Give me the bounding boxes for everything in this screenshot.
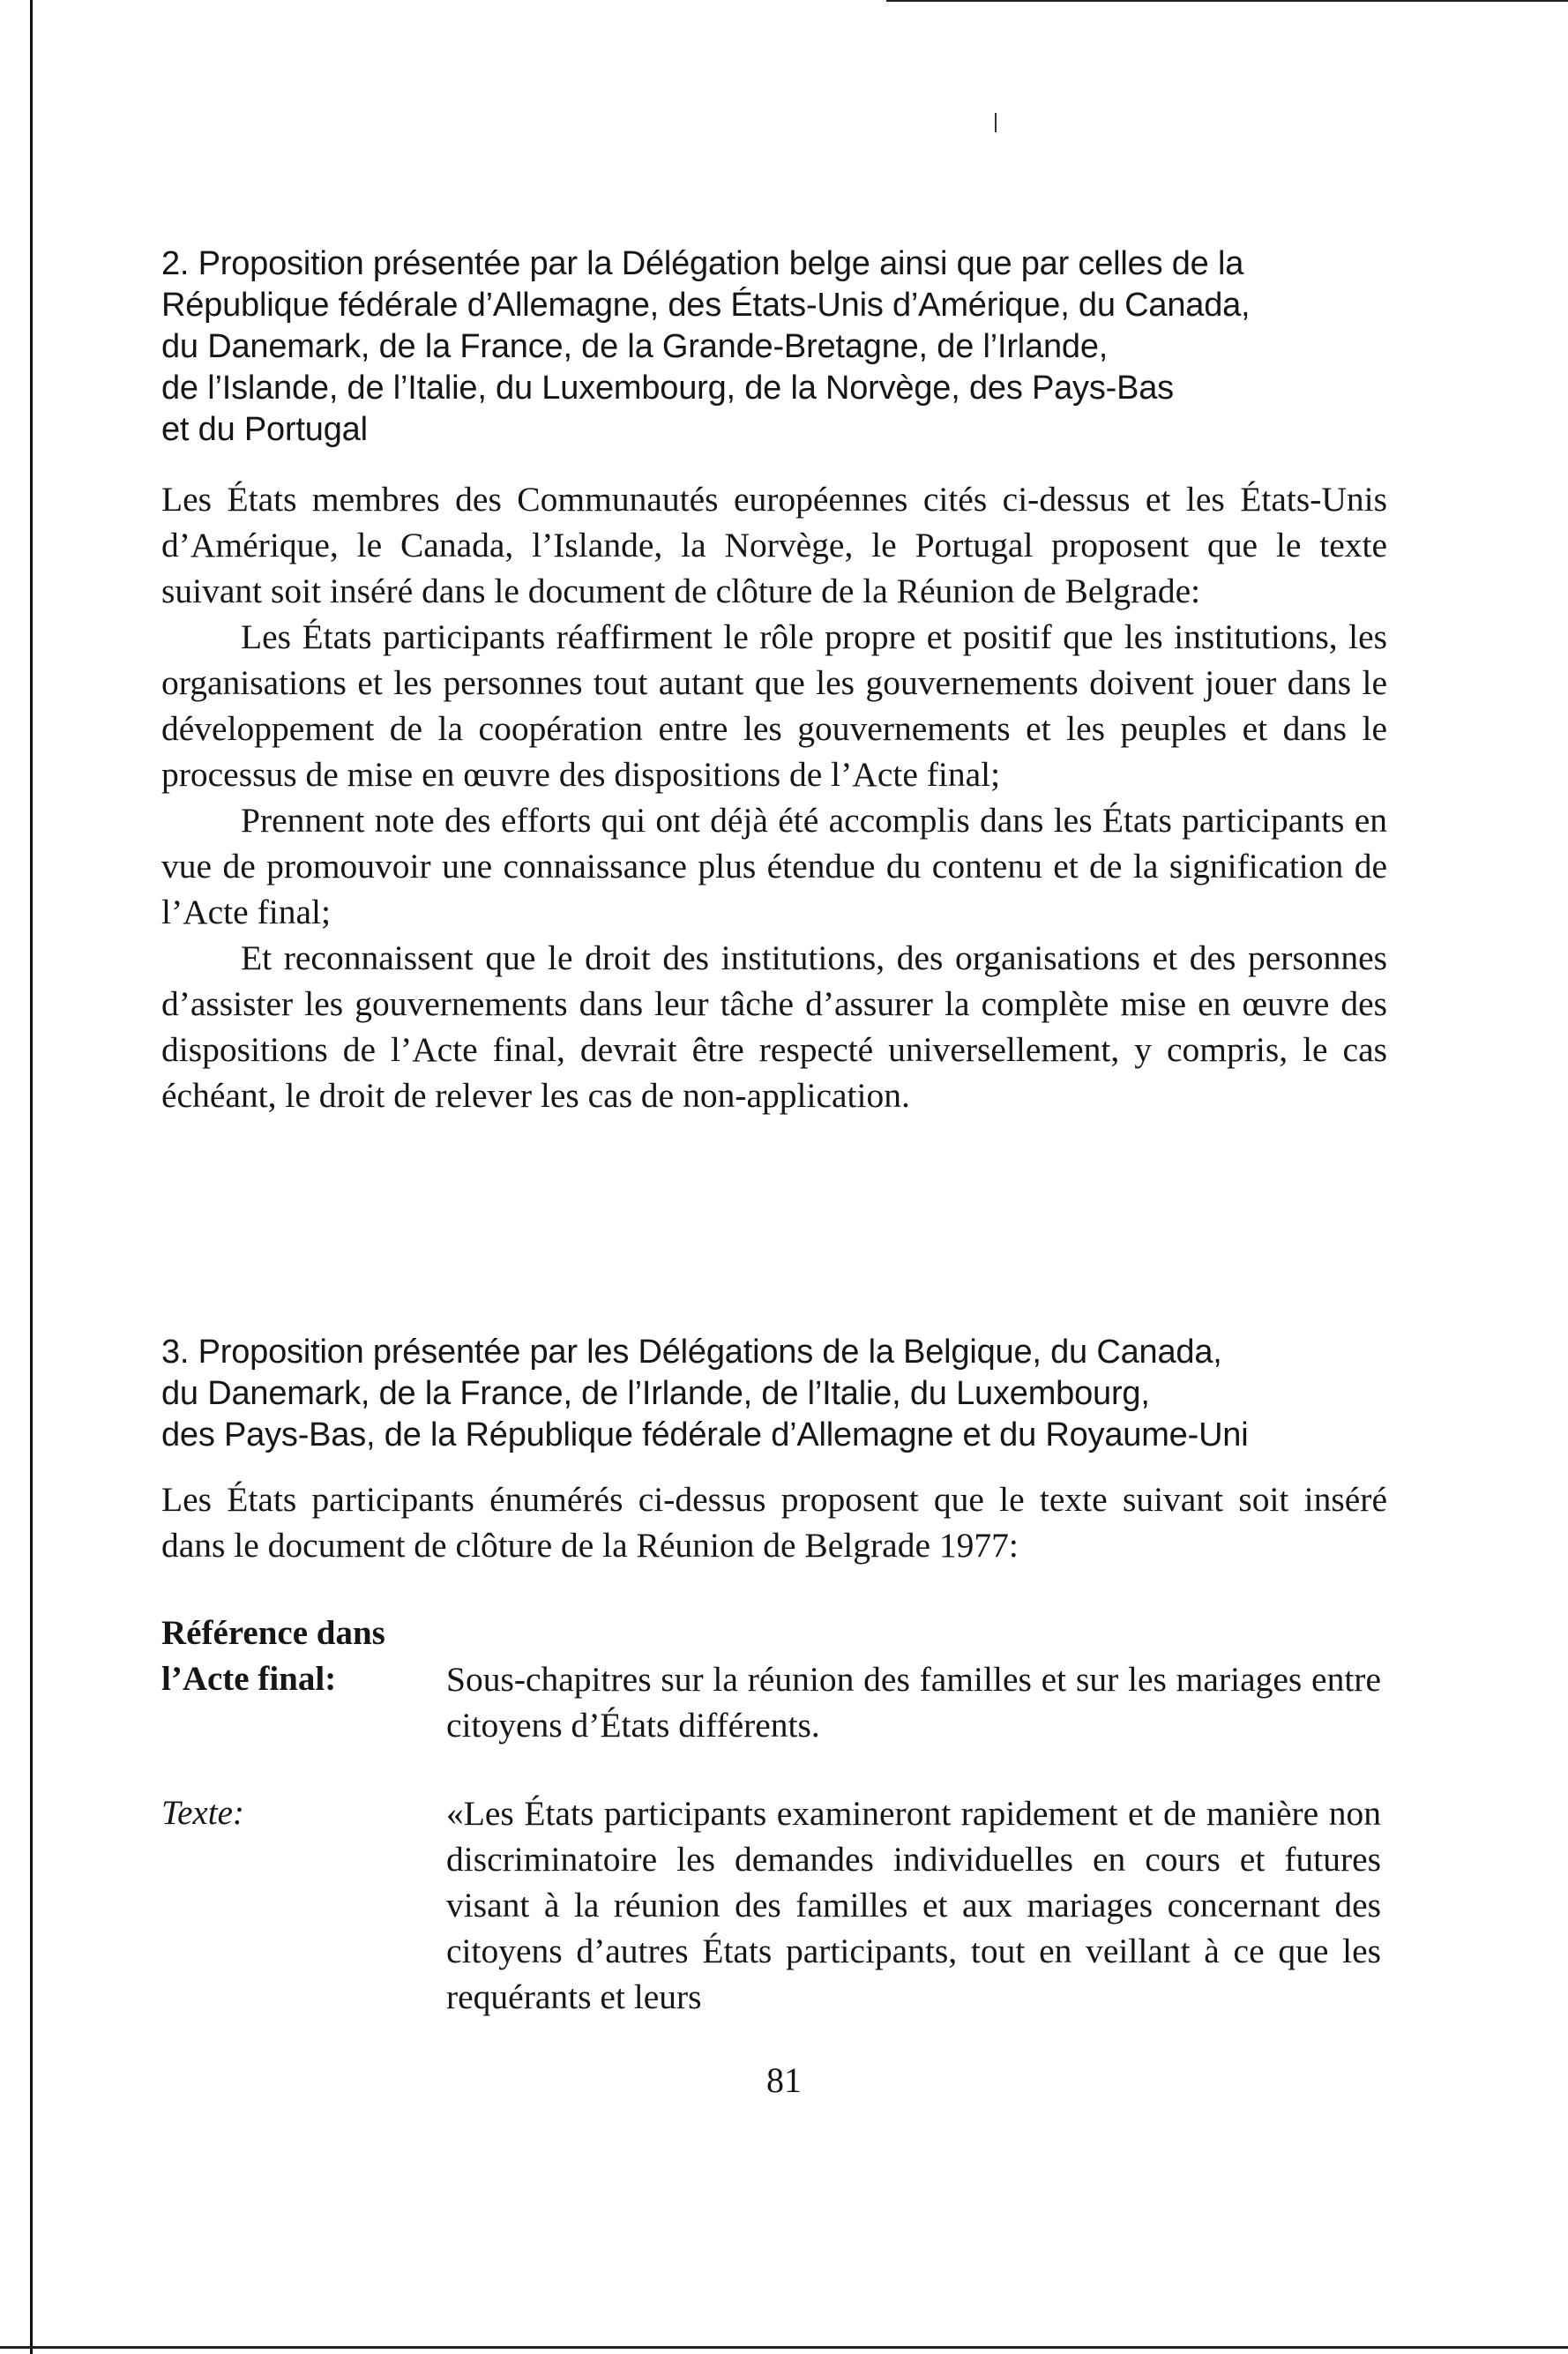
section-3-heading-line: des Pays-Bas, de la République fédérale d’Allemagne et du Royaume-Uni (161, 1416, 1249, 1454)
reference-text: Sous-chapitres sur la réunion des familles et sur les mariages entre citoyens d’États différents. (446, 1660, 1381, 1745)
section-2-heading-line: 2. Proposition présentée par la Délégation belge ainsi que par celles de la (161, 245, 1244, 282)
scan-mark (995, 113, 997, 132)
scan-left-edge (30, 0, 33, 2354)
section-3-intro (161, 1476, 1387, 1568)
section-2-intro-paragraph: Les États membres des Communautés européennes cités ci-dessus et les États-Unis d’Amérique, le Canada, l’Islande, la Norvège, le Portugal proposent que le texte suivant soit inséré dans le document de clôture de la Réunion de Belgrade: (161, 480, 1387, 610)
section-3-heading (161, 1332, 1396, 1456)
section-2-heading-line: du Danemark, de la France, de la Grande-Bretagne, de l’Irlande, (161, 328, 1109, 365)
section-2-body (161, 476, 1387, 1118)
reference-label-line: Référence dans (161, 1614, 385, 1652)
section-2-heading (161, 243, 1396, 451)
scan-bottom-line (0, 2346, 1568, 2349)
section-3-heading-line: 3. Proposition présentée par les Délégations de la Belgique, du Canada, (161, 1334, 1222, 1371)
reference-label (161, 1610, 426, 1702)
section-3-intro-paragraph: Les États participants énumérés ci-dessus proposent que le texte suivant soit inséré dans le document de clôture de la Réunion de Belgrade 1977: (161, 1480, 1387, 1565)
section-2-paragraph: Les États participants réaffirment le rôle propre et positif que les institutions, les organisations et les personnes tout autant que les gouvernements doivent jouer dans le développement de la coopération entre les gouvernements et les peuples et dans le processus de mise en œuvre des dispositions de l’Acte final; (161, 617, 1387, 794)
section-2-heading-line: de l’Islande, de l’Italie, du Luxembourg, de la Norvège, des Pays-Bas (161, 370, 1174, 407)
section-3-heading-line: du Danemark, de la France, de l’Irlande, de l’Italie, du Luxembourg, (161, 1375, 1150, 1412)
texte-body: «Les États participants examineront rapidement et de manière non discriminatoire les demandes individuelles en cours et futures visant à la réunion des familles et aux mariages concernant des citoyens d’autres États participants, tout en veillant à ce que les requérants et leurs (446, 1794, 1381, 2016)
texte-label: Texte: (161, 1794, 244, 1832)
section-2-paragraph: Prennent note des efforts qui ont déjà été accomplis dans les États participants en vue de promouvoir une connaissance plus étendue du contenu et de la signification de l’Acte final; (161, 801, 1387, 931)
section-2-heading-line: République fédérale d’Allemagne, des États-Unis d’Amérique, du Canada, (161, 287, 1251, 324)
scan-top-line (886, 0, 1568, 2)
section-2-paragraph: Et reconnaissent que le droit des institutions, des organisations et des personnes d’assister les gouvernements dans leur tâche d’assurer la complète mise en œuvre des dispositions de l’Acte final, devrait être respecté universellement, y compris, le cas échéant, le droit de relever les cas de non-application. (161, 938, 1387, 1115)
section-2-heading-line: et du Portugal (161, 411, 368, 448)
page-number: 81 (766, 2060, 802, 2100)
reference-label-line: l’Acte final: (161, 1660, 337, 1698)
